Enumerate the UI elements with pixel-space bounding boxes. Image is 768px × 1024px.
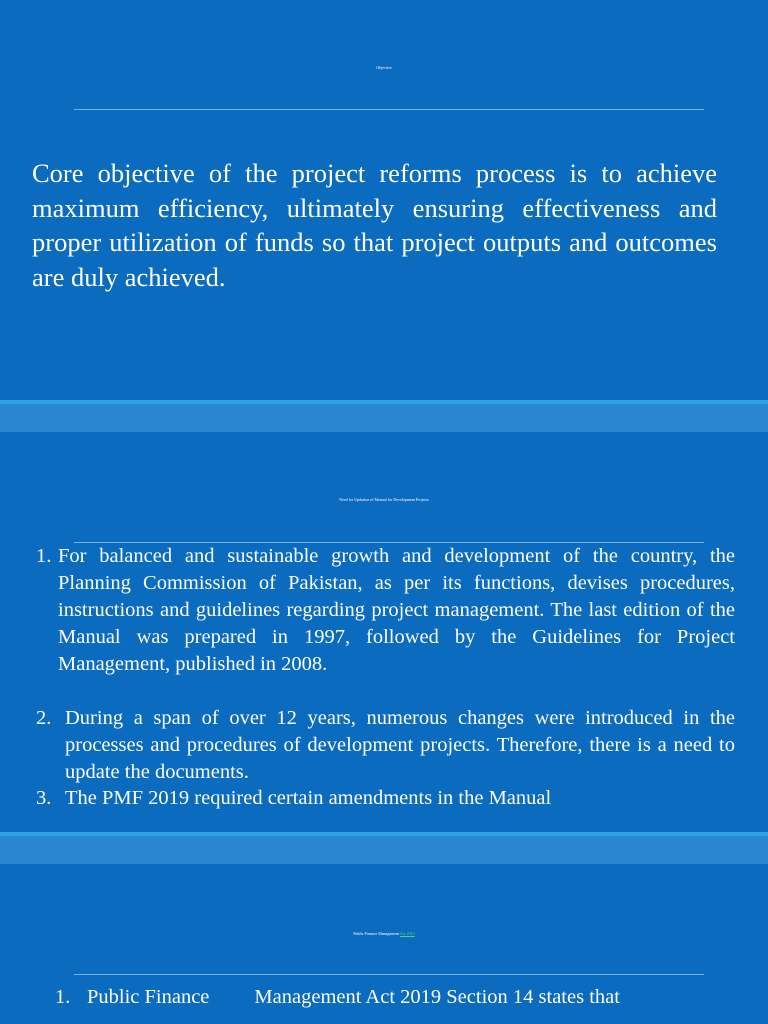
slide-title: Need for Updation of Manual for Development Projects — [339, 497, 429, 502]
objective-paragraph: Core objective of the project reforms process is to achieve maximum efficiency, ultimately ensuring effectiveness and proper utilization of funds so that project outputs and outcomes are duly achieved. — [32, 158, 717, 292]
slide-separator — [0, 400, 768, 432]
slide-separator — [0, 832, 768, 864]
list-item: For balanced and sustainable growth and development of the country, the Planning Commission of Pakistan, as per its functions, devises procedures, instructions and guidelines regarding project management. The last edition of the Manual was prepared in 1997, followed by the Guidelines for Project Management, published in 2008. — [58, 545, 735, 675]
slide-pfm-act — [0, 864, 768, 1024]
list-item-text-part: Public Finance — [87, 986, 210, 1008]
list-item: During a span of over 12 years, numerous changes were introduced in the processes and procedures of development projects. Therefore, there is a need to update the documents. — [65, 707, 735, 783]
slide-need-for-updation — [0, 432, 768, 832]
slide-title: Objective — [376, 65, 392, 70]
slide-title-text: Public Finance Management — [353, 931, 400, 936]
title-divider — [74, 109, 704, 110]
list-item-number: 1. — [55, 986, 71, 1008]
act-link[interactable]: Act 2019 — [399, 931, 415, 936]
slide-title — [0, 931, 768, 937]
list-item-text-part: Management Act 2019 Section 14 states that — [254, 986, 620, 1008]
list-item-number: 1. — [36, 545, 52, 567]
title-divider — [74, 974, 704, 975]
list-item: The PMF 2019 required certain amendments in the Manual — [65, 787, 552, 809]
slide-objective — [0, 0, 768, 400]
list-item-number: 3. — [36, 787, 52, 809]
list-item-number: 2. — [36, 707, 52, 729]
list-item — [87, 984, 620, 1011]
